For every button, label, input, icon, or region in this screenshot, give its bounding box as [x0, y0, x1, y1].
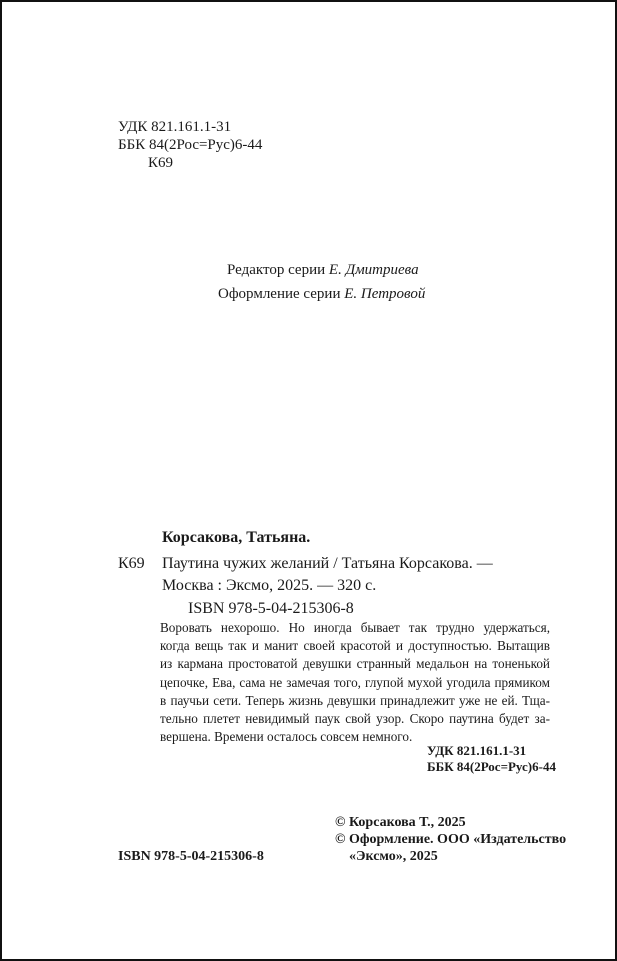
annotation-line: в паучьи сети. Теперь жизнь девушки принадлежит уже не ей. Тща-	[160, 692, 550, 708]
record-title-line1: Паутина чужих желаний / Татьяна Корсакова. —	[162, 555, 493, 572]
annotation-line: когда вещь так и манит своей красотой и доступностью. Вытащив	[160, 638, 550, 654]
series-design-name: Е. Петровой	[344, 286, 426, 302]
series-editor-label: Редактор серии	[227, 262, 326, 278]
bbk-bottom: ББК 84(2Рос=Рус)6-44	[427, 759, 556, 774]
record-author: Корсакова, Татьяна.	[162, 529, 311, 546]
series-design	[218, 284, 425, 304]
series-editor-name: Е. Дмитриева	[328, 262, 419, 278]
copyright-author: © Корсакова Т., 2025	[335, 815, 466, 830]
annotation-line: Воровать нехорошо. Но иногда бывает так трудно удержаться,	[160, 620, 550, 635]
copyright-publisher: «Эксмо», 2025	[349, 849, 438, 864]
record-isbn: ISBN 978-5-04-215306-8	[188, 600, 354, 617]
series-design-label: Оформление серии	[218, 286, 341, 302]
series-editor	[227, 260, 419, 280]
record-mark: К69	[118, 555, 145, 572]
author-mark-top: К69	[148, 155, 174, 171]
footer-isbn: ISBN 978-5-04-215306-8	[118, 849, 264, 864]
udk-bottom: УДК 821.161.1-31	[427, 743, 527, 758]
record-title-line2: Москва : Эксмо, 2025. — 320 с.	[162, 577, 377, 594]
bbk-top: ББК 84(2Рос=Рус)6-44	[118, 137, 263, 153]
udk-top: УДК 821.161.1-31	[118, 119, 232, 135]
annotation-line: цепочке, Ева, сама не замечая того, глупой мухой угодила прямиком	[160, 674, 550, 690]
annotation-line: тельно плетет невидимый паук свой узор. Скоро паутина будет за-	[160, 711, 550, 727]
annotation	[160, 619, 550, 746]
annotation-line: вершена. Времени осталось совсем немного.	[160, 729, 413, 745]
copyright-design: © Оформление. ООО «Издательство	[335, 832, 567, 847]
annotation-line: из кармана простоватой девушки странный медальон на тоненькой	[160, 656, 550, 672]
